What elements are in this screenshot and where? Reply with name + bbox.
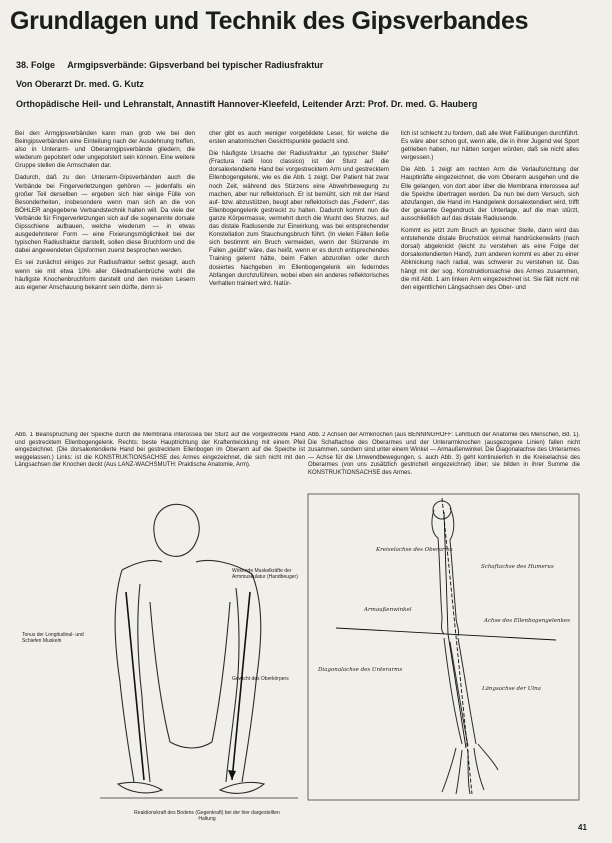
figure-2-label: Armaußenwinkel bbox=[364, 607, 412, 613]
figure-1-illustration bbox=[22, 492, 307, 827]
figure-2-label: Längsachse der Ulna bbox=[482, 686, 541, 692]
figure-2-label: Achse des Ellenbogengelenkes bbox=[484, 618, 570, 624]
arm-bone-axes-drawing bbox=[306, 492, 581, 802]
figure-2-label: Kreiselachse des Oberarms bbox=[376, 547, 453, 553]
figure-1-label: Wirkende Muskelkräfte der Armmuskulatur (Handbeuger) bbox=[232, 568, 298, 580]
figure-1-label: Gewicht des Oberkörpers bbox=[232, 676, 289, 682]
text-column-1 bbox=[15, 130, 195, 430]
paragraph: Dadurch, daß zu den Unterarm-Gipsverbänden auch die Verbände bei Fingerverletzungen gehören — jedenfalls ein großer Teil derselben — ergeben sich hier einige Fülle von Besonderheiten, insbesondere wenn man sich an die von BÖHLER angegebene Verbandstechnik halten will. Da viele der Verbände für Fingerverletzungen sich auf die sogenannte dorsale Gipsschiene aufbauen, welche wiederum — in etwas ausgedehnterer Form — eine Fixierungsmöglichkeit bei der typischen Radiusfraktur darstellt, sollen diese Bruchform und die dabei angewendeten Gipsformen zuerst besprochen werden. bbox=[15, 174, 195, 255]
series-number: 38. Folge bbox=[16, 60, 56, 70]
paragraph: Bei den Armgipsverbänden kann man grob wie bei den Beingipsverbänden eine Einteilung nach der Ausdehnung treffen, also in Unterarm- und Oberarmgipsverbände gliedern, die wiederum gepolstert oder ungepolstert sein können. Eine weitere Gruppe stellen die Armschalen dar. bbox=[15, 130, 195, 170]
paragraph: Die häufigste Ursache der Radiusfraktur „an typischer Stelle“ (Fractura radii loco classico) ist der Sturz auf die dorsalextendierte Hand bei vorgestrecktem Arm und gestrecktem Ellenbogengelenk, wie es die Abb. 1 zeigt. Der Patient hat zwar noch Zeit, während des Stürzens eine Abwehrbewegung zu machen, aber nur reflektorisch. Er ist bemüht, sich mit der Hand auf- bzw. abzustützen, beugt aber reflektorisch das „Federn“, das Ellenbogengelenk gestreckt zu halten. Dadurch kommt nun die ganze Körpermasse, vermehrt durch die Wucht des Sturzes, auf das distale Radiusende zur Einwirkung, was bei entsprechender Konstellation zum Stauchungsbruch führt. (In vielen Fällen ließe sich bestimmt ein Bruch vermeiden, wenn der Stürzende im Fallen „geübt“ wäre, das heißt, wenn er es durch entsprechendes Training gelernt hätte, beim Fallen abzurollen oder durch dosiertes Nachgeben im Ellenbogengelenk ein federndes Abfangen durchzuführen, wobei eben ein anderes reflektorisches Verhalten trainiert wird. Natür- bbox=[209, 150, 389, 287]
falling-person-drawing bbox=[92, 492, 307, 827]
paragraph: lich ist schlecht zu fordern, daß alle Welt Fallübungen durchführt. Es wäre aber schon gut, wenn alle, die in ihrer Jugend viel Sport getrieben haben, nur hätten sorgen würden, daß sie nicht alles vergessen.) bbox=[401, 130, 579, 162]
paragraph: cher gibt es auch weniger vorgebildete Leser, für welche die ersten anatomischen Gesichtspunkte gedacht sind. bbox=[209, 130, 389, 146]
figure-2-label: Schaftachse des Humerus bbox=[481, 564, 554, 570]
figure-2-label: Diagonalachse des Unterarms bbox=[318, 667, 403, 673]
page-title: Grundlagen und Technik des Gipsverbandes bbox=[10, 7, 529, 35]
figure-1-label: Tonus der Longitudinal- und Schiefen Muskeln bbox=[22, 632, 84, 644]
force-arrow-icon bbox=[228, 770, 236, 780]
figure-2-illustration bbox=[306, 492, 581, 802]
institution-line: Orthopädische Heil- und Lehranstalt, Annastift Hannover-Kleefeld, Leitender Arzt: Prof. Dr. med. G. Hauberg bbox=[16, 99, 478, 109]
author-line: Von Oberarzt Dr. med. G. Kutz bbox=[16, 79, 144, 89]
figure-1-caption: Abb. 1 Beanspruchung der Speiche durch die Membrana interossea bei Sturz auf die vorgestreckte Hand und gestrecktem Ellenbogengelenk. Rechts: beste Hauptrichtung der Kraftentwicklung mit einem Pfeil eingezeichnet. (Die dorsalextendierte Hand bei gestrecktem Ellenbogen im Oberarm auf die Speiche ist weggelassen.) Links: ist die KONSTRUKTIONSACHSE des Armes eingezeichnet, die sich nicht mit den Längsachsen der Knochen deckt (Aus LANZ-WACHSMUTH: Praktische Anatomie, Arm). bbox=[15, 432, 305, 469]
figure-1-label: Reaktionskraft des Bodens (Gegenkraft) bei der hier dargestellten Haltung bbox=[134, 810, 280, 822]
figure-2-caption: Abb. 2 Achsen der Armknochen (aus BENNINGHOFF: Lehrbuch der Anatomie des Menschen, Bd. 1). Die Schaftachse des Oberarmes und der Unterarmknochen (ausgezogene Linien) fallen nicht zusammen, sondern sind unter einem Winkel — Armaußenwinkel. Die Diagonalachse des Unterarmes — Achse für die Umwendbewegungen, s. auch Abb. 3) geht kontinuierlich in die Kreiselachse des Oberarmes (von uns zusätzlich gestrichelt eingezeichnet) über; sie bilden in ihrer Summe die KONSTRUKTIONSACHSE des Armes. bbox=[308, 432, 580, 476]
series-line bbox=[16, 60, 323, 70]
paragraph: Kommt es jetzt zum Bruch an typischer Stelle, dann wird das entstehende distale Bruchstück einmal handrückenwärts (nach dorsal) abgeknickt (leicht zu verstehen als eine Folge der dorsalextendierten Hand), zum anderen kommt es aber zu einer Abknickung nach radial, was schwerer zu verstehen ist. Das hängt mit der sog. Konstruktionsachse des Armes zusammen, die mit Abb. 1 am linken Arm eingezeichnet ist. Sie fällt nicht mit den eigentlichen Längsachsen des Ober- und bbox=[401, 227, 579, 291]
paragraph: Es sei zunächst einiges zur Radiusfraktur selbst gesagt, auch wenn sie mit etwa 10% aller Gliedmaßenbrüche wohl die häufigste Knochenbruchform darstellt und den meisten Lesern aus eigener Anschauung bekannt sein dürfte, denn si- bbox=[15, 259, 195, 291]
text-column-2 bbox=[209, 130, 389, 430]
text-column-3 bbox=[401, 130, 579, 430]
series-subtitle: Armgipsverbände: Gipsverband bei typischer Radiusfraktur bbox=[67, 60, 324, 70]
paragraph: Die Abb. 1 zeigt am rechten Arm die Verlaufsrichtung der Hauptkräfte eingezeichnet, die vom Oberarm ausgehen und die Elle gelangen, von dort aber über die Membrana interossea auf die Speiche übertragen werden. Da nun bei dem Versuch, sich abzufangen, die Hand im Handgelenk dorsalextendiert wird, trifft der gesamte Gegendruck der Unterlage, auf die man stürzt, ausschließlich auf das distale Radiusende. bbox=[401, 166, 579, 222]
page-number: 41 bbox=[578, 823, 587, 832]
